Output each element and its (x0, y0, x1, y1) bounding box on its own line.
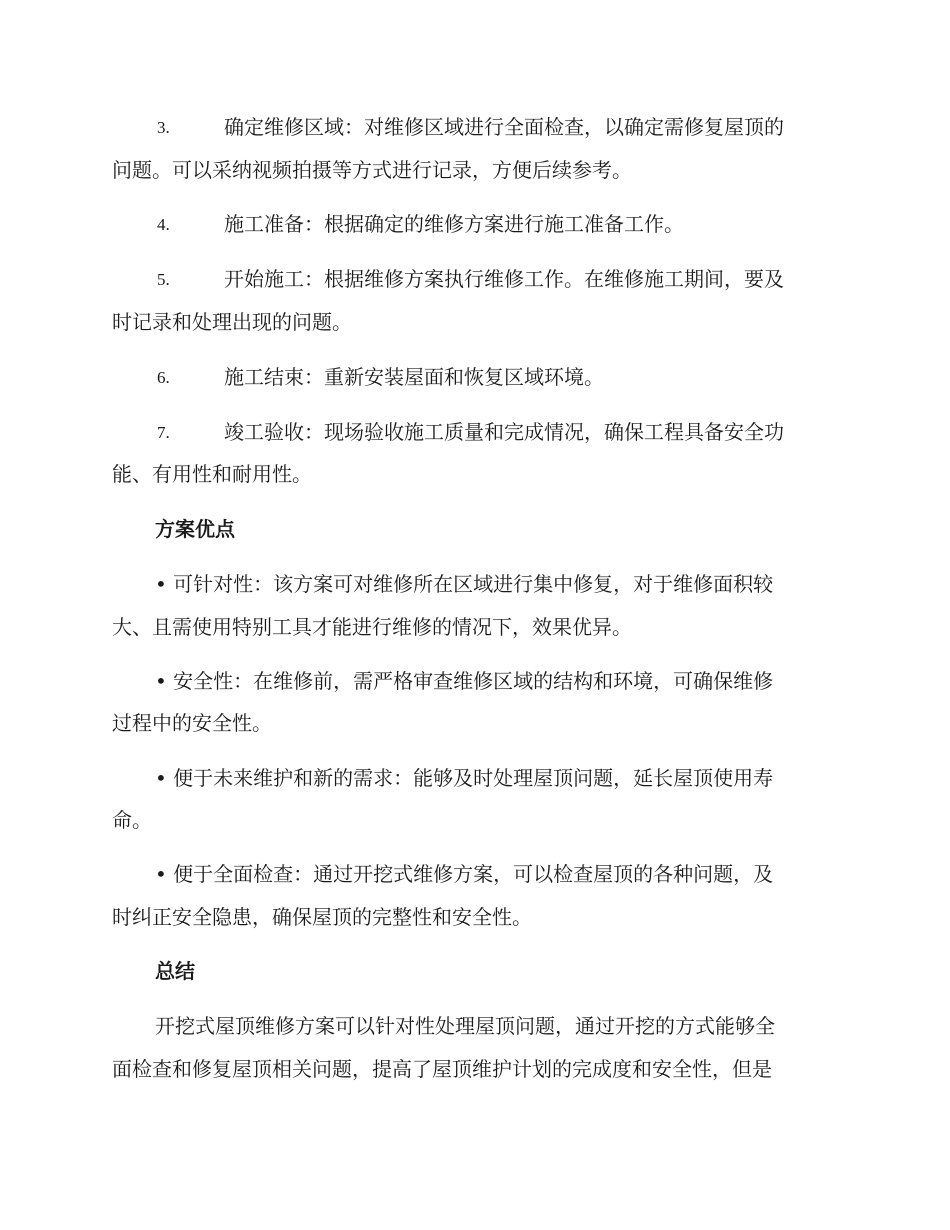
advantage-item: • 可针对性：该方案可对维修所在区域进行集中修复，对于维修面积较 (155, 572, 774, 596)
step-text: 竣工验收：现场验收施工质量和完成情况，确保工程具备安全功 (224, 420, 784, 444)
summary-paragraph: 开挖式屋顶维修方案可以针对性处理屋顶问题，通过开挖的方式能够全 (155, 1014, 775, 1038)
step-text-continued: 时记录和处理出现的问题。 (112, 310, 352, 334)
advantage-item-continued: 时纠正安全隐患，确保屋顶的完整性和安全性。 (112, 905, 532, 929)
step-text-continued: 能、有用性和耐用性。 (112, 462, 312, 486)
step-number: 5. (157, 270, 170, 289)
advantage-item: • 安全性：在维修前，需严格审查维修区域的结构和环境，可确保维修 (155, 669, 774, 693)
step-number: 4. (157, 215, 170, 234)
section-heading-summary: 总结 (155, 959, 195, 983)
step-text: 确定维修区域：对维修区域进行全面检查，以确定需修复屋顶的 (224, 115, 784, 139)
summary-paragraph-continued: 面检查和修复屋顶相关问题，提高了屋顶维护计划的完成度和安全性，但是 (112, 1057, 772, 1081)
step-number: 7. (157, 423, 170, 442)
step-number: 6. (157, 368, 170, 387)
advantage-item-continued: 命。 (112, 808, 152, 832)
advantage-item-continued: 过程中的安全性。 (112, 711, 272, 735)
advantage-item: • 便于全面检查：通过开挖式维修方案，可以检查屋顶的各种问题，及 (155, 862, 774, 886)
step-text: 施工准备：根据确定的维修方案进行施工准备工作。 (224, 212, 684, 236)
step-text-continued: 问题。可以采纳视频拍摄等方式进行记录，方便后续参考。 (112, 158, 632, 182)
section-heading-advantages: 方案优点 (155, 517, 235, 541)
step-number: 3. (157, 118, 170, 137)
advantage-item-continued: 大、且需使用特别工具才能进行维修的情况下，效果优异。 (112, 615, 632, 639)
advantage-item: • 便于未来维护和新的需求：能够及时处理屋顶问题，延长屋顶使用寿 (155, 766, 774, 790)
step-text: 开始施工：根据维修方案执行维修工作。在维修施工期间，要及 (224, 267, 784, 291)
step-text: 施工结束：重新安装屋面和恢复区域环境。 (224, 365, 604, 389)
